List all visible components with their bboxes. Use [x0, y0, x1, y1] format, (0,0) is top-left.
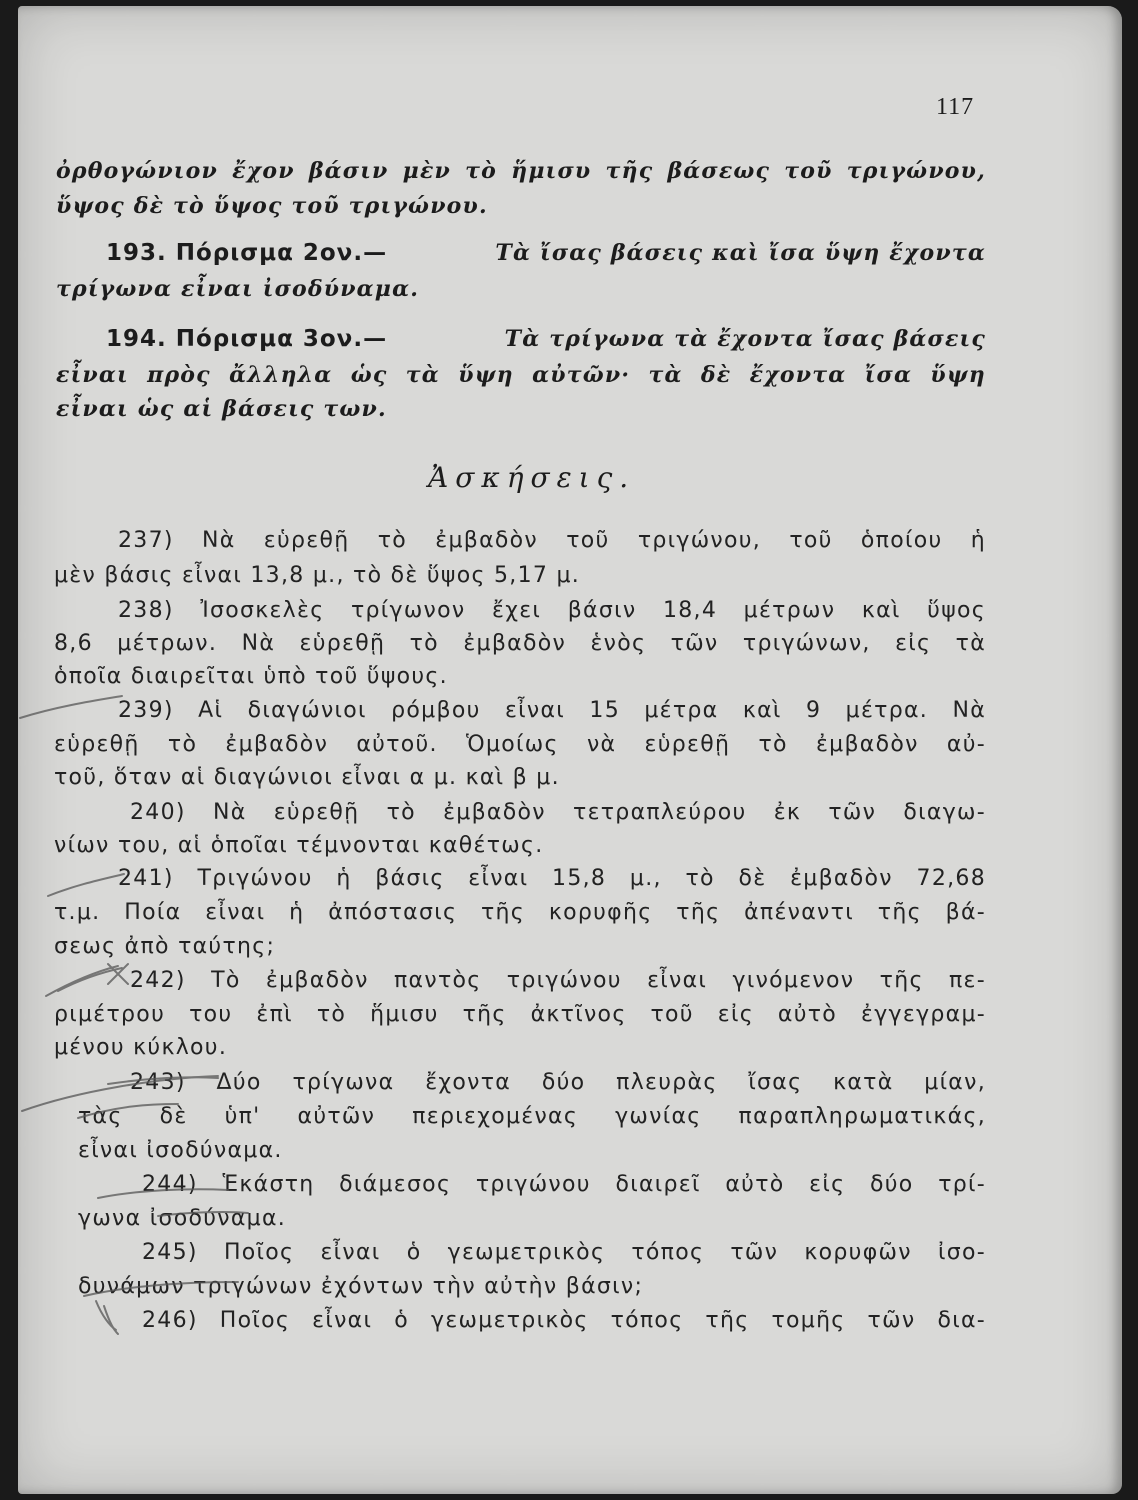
- exercise-line: τὰς δὲ ὑπ' αὐτῶν περιεχομένας γωνίας παραπληρωματικάς,: [78, 1104, 986, 1129]
- porism-2-line-2: τρίγωνα εἶναι ἰσοδύναμα.: [56, 276, 420, 302]
- exercise-line: τοῦ, ὅταν αἱ διαγώνιοι εἶναι α μ. καὶ β μ.: [54, 765, 560, 790]
- pencil-marks: [18, 6, 1122, 1494]
- exercise-line: 8,6 μέτρων. Νὰ εὑρεθῇ τὸ ἐμβαδὸν ἑνὸς τῶν τριγώνων, εἰς τὰ: [54, 631, 986, 656]
- exercise-line: ὁποῖα διαιρεῖται ὑπὸ τοῦ ὕψους.: [54, 664, 448, 689]
- exercise-line: 243) Δύο τρίγωνα ἔχοντα δύο πλευρὰς ἴσας κατὰ μίαν,: [130, 1070, 986, 1095]
- exercise-line: δυνάμων τριγώνων ἐχόντων τὴν αὐτὴν βάσιν;: [78, 1274, 644, 1299]
- exercise-line: εὑρεθῇ τὸ ἐμβαδὸν αὐτοῦ. Ὁμοίως νὰ εὑρεθῇ τὸ ἐμβαδὸν αὐ-: [54, 732, 986, 757]
- exercise-line: νίων του, αἱ ὁποῖαι τέμνονται καθέτως.: [54, 833, 544, 858]
- porism-2-text-1: Τὰ ἴσας βάσεις καὶ ἴσα ὕψη ἔχοντα: [495, 240, 986, 266]
- exercise-line: 241) Τριγώνου ἡ βάσις εἶναι 15,8 μ., τὸ δὲ ἐμβαδὸν 72,68: [118, 866, 986, 891]
- page-number: 117: [936, 94, 975, 120]
- exercise-line: γωνα ἰσοδύναμα.: [78, 1206, 287, 1231]
- exercise-line: μὲν βάσις εἶναι 13,8 μ., τὸ δὲ ὕψος 5,17 μ.: [54, 563, 581, 588]
- exercise-line: εἶναι ἰσοδύναμα.: [78, 1138, 283, 1163]
- exercise-line: 237) Νὰ εὑρεθῇ τὸ ἐμβαδὸν τοῦ τριγώνου, τοῦ ὁποίου ἡ: [118, 528, 986, 553]
- exercise-line: 239) Αἱ διαγώνιοι ρόμβου εἶναι 15 μέτρα καὶ 9 μέτρα. Νὰ: [118, 698, 986, 723]
- exercise-line: 240) Νὰ εὑρεθῇ τὸ ἐμβαδὸν τετραπλεύρου ἐκ τῶν διαγω-: [130, 800, 986, 825]
- exercise-line: σεως ἀπὸ ταύτης;: [54, 934, 276, 959]
- exercise-line: ριμέτρου του ἐπὶ τὸ ἥμισυ τῆς ἀκτῖνος τοῦ εἰς αὐτὸ ἐγγεγραμ-: [54, 1002, 986, 1027]
- porism-3-line-3: εἶναι ὡς αἱ βάσεις των.: [56, 396, 387, 422]
- exercise-line: 245) Ποῖος εἶναι ὁ γεωμετρικὸς τόπος τῶν κορυφῶν ἰσο-: [142, 1240, 986, 1265]
- exercise-line: 244) Ἑκάστη διάμεσος τριγώνου διαιρεῖ αὐτὸ εἰς δύο τρί-: [142, 1172, 986, 1197]
- intro-line-2: ὕψος δὲ τὸ ὕψος τοῦ τριγώνου.: [56, 193, 488, 219]
- porism-2-heading: 193. Πόρισμα 2ον.—: [106, 240, 388, 266]
- book-page: [18, 6, 1122, 1494]
- exercise-line: 246) Ποῖος εἶναι ὁ γεωμετρικὸς τόπος τῆς τομῆς τῶν δια-: [142, 1308, 986, 1333]
- section-title: Ἀσκήσεις.: [428, 461, 636, 494]
- porism-3-text-1: Τὰ τρίγωνα τὰ ἔχοντα ἴσας βάσεις: [504, 326, 986, 352]
- exercise-line: 238) Ἰσοσκελὲς τρίγωνον ἔχει βάσιν 18,4 μέτρων καὶ ὕψος: [118, 598, 986, 623]
- exercise-line: μένου κύκλου.: [54, 1035, 228, 1060]
- porism-3-line-2: εἶναι πρὸς ἄλληλα ὡς τὰ ὕψη αὐτῶν· τὰ δὲ ἔχοντα ἴσα ὕψη: [56, 362, 986, 388]
- exercise-line: τ.μ. Ποία εἶναι ἡ ἀπόστασις τῆς κορυφῆς τῆς ἀπέναντι τῆς βά-: [54, 900, 986, 925]
- intro-line-1: ὀρθογώνιον ἔχον βάσιν μὲν τὸ ἥμισυ τῆς βάσεως τοῦ τριγώνου,: [56, 158, 986, 184]
- porism-3-heading: 194. Πόρισμα 3ον.—: [106, 326, 388, 352]
- exercise-line: 242) Τὸ ἐμβαδὸν παντὸς τριγώνου εἶναι γινόμενον τῆς πε-: [130, 968, 986, 993]
